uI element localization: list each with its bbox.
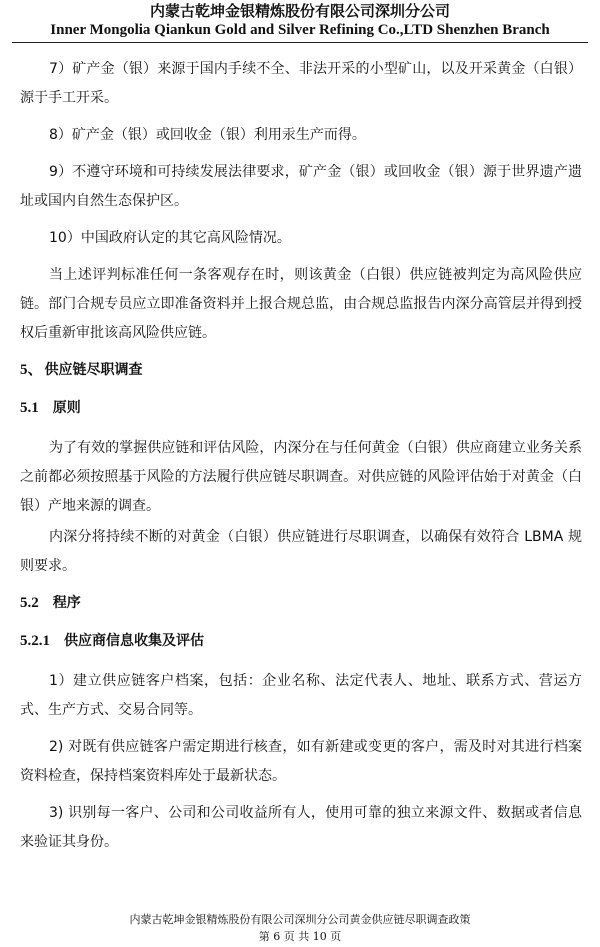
section-title: 原则 xyxy=(52,400,81,416)
footer-page-number: 第 6 页 共 10 页 xyxy=(258,930,342,943)
company-name-cn: 内蒙古乾坤金银精炼股份有限公司深圳分公司 xyxy=(149,2,450,20)
paragraph-item-9: 9）不遵守环境和可持续发展法律要求，矿产金（银）或回收金（银）源于世界遗产遗址或国内自然生态保护区。 xyxy=(20,164,582,209)
company-name-en: Inner Mongolia Qiankun Gold and Silver Refining Co.,LTD Shenzhen Branch xyxy=(50,22,550,38)
section-title: 供应商信息收集及评估 xyxy=(64,633,204,649)
paragraph-principle: 为了有效的掌握供应链和评估风险，内深分在与任何黄金（白银）供应商建立业务关系之前都必须按照基于风险的方法履行供应链尽职调查。对供应链的风险评估始于对黄金（白银）产地来源的调查。 xyxy=(20,440,582,514)
paragraph-step-2: 2) 对既有供应链客户需定期进行核查，如有新建或变更的客户，需及时对其进行档案资料检查，保持档案资料库处于最新状态。 xyxy=(20,739,582,784)
paragraph-continuous-diligence: 内深分将持续不断的对黄金（白银）供应链进行尽职调查，以确保有效符合 LBMA 规则要求。 xyxy=(20,529,582,574)
section-number: 5.2.1 xyxy=(20,633,50,649)
section-heading-5-1 xyxy=(20,396,582,420)
paragraph-item-8: 8）矿产金（银）或回收金（银）利用汞生产而得。 xyxy=(49,127,366,143)
section-heading-5-2 xyxy=(20,591,582,615)
section-number: 5.2 xyxy=(20,595,39,611)
footer-document-title: 内蒙古乾坤金银精炼股份有限公司深圳分公司黄金供应链尽职调查政策 xyxy=(129,913,471,926)
section-title: 供应链尽职调查 xyxy=(44,362,143,378)
section-number: 5.1 xyxy=(20,400,39,416)
section-number: 5、 xyxy=(20,362,43,378)
paragraph-step-1: 1）建立供应链客户档案，包括：企业名称、法定代表人、地址、联系方式、营运方式、生产方式、交易合同等。 xyxy=(20,673,582,718)
paragraph-item-10: 10）中国政府认定的其它高风险情况。 xyxy=(49,230,291,246)
paragraph-item-7: 7）矿产金（银）来源于国内手续不全、非法开采的小型矿山，以及开采黄金（白银）源于手工开采。 xyxy=(20,61,582,106)
header-rule xyxy=(12,42,588,43)
section-heading-5-2-1 xyxy=(20,629,582,653)
paragraph-step-3: 3) 识别每一客户、公司和公司收益所有人，使用可靠的独立来源文件、数据或者信息来验证其身份。 xyxy=(20,805,582,850)
paragraph-high-risk-conclusion: 当上述评判标准任何一条客观存在时，则该黄金（白银）供应链被判定为高风险供应链。部门合规专员应立即准备资料并上报合规总监，由合规总监报告内深分高管层并得到授权后重新审批该高风险供应链。 xyxy=(20,267,582,341)
page-header xyxy=(0,0,600,39)
page-footer xyxy=(0,911,600,945)
section-title: 程序 xyxy=(52,595,81,611)
document-body xyxy=(20,55,582,865)
section-heading-5 xyxy=(20,358,582,382)
